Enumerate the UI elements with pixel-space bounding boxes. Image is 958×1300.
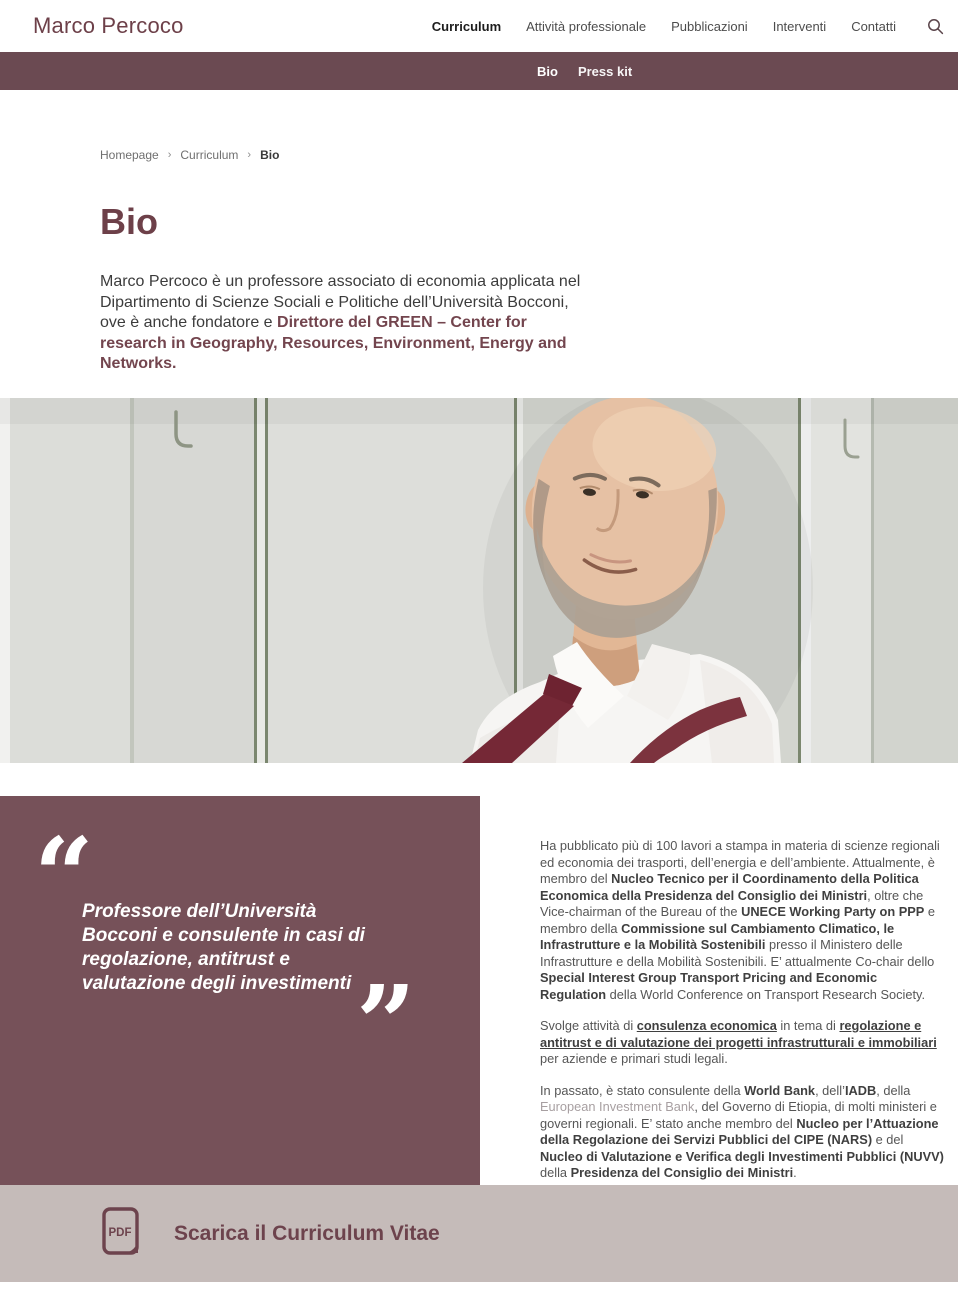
main-nav	[432, 18, 944, 35]
section-subnav	[0, 52, 958, 90]
breadcrumb-homepage[interactable]: Homepage	[100, 148, 159, 162]
text-segment: UNECE Working Party on PPP	[741, 904, 925, 919]
download-cv-button[interactable]	[0, 1185, 958, 1282]
text-segment: World Bank	[744, 1082, 816, 1098]
nav-item-pubblicazioni[interactable]: Pubblicazioni	[671, 18, 748, 34]
text-link[interactable]: European Investment Bank	[540, 1099, 695, 1114]
breadcrumb-current-bio: Bio	[260, 148, 280, 162]
breadcrumb-curriculum[interactable]: Curriculum	[180, 148, 239, 162]
text-segment: IADB	[844, 1082, 877, 1098]
svg-text:PDF: PDF	[108, 1226, 132, 1239]
chevron-right-icon: ›	[167, 149, 172, 161]
intro-paragraph	[100, 272, 587, 375]
text-segment: Nucleo Tecnico per il Coordinamento della Politica Economica della Presidenza del Consiglio dei Ministri	[540, 871, 919, 903]
bottom-spacer	[0, 1282, 958, 1300]
site-header	[0, 0, 958, 52]
text-segment: Nucleo per l’Attuazione della Regolazione dei Servizi Pubblici del CIPE (NARS)	[540, 1115, 939, 1147]
text-segment: Svolge attività di	[540, 1018, 637, 1033]
download-cv-label: Scarica il Curriculum Vitae	[174, 1221, 440, 1245]
text-segment: .	[793, 1165, 797, 1180]
text-segment: Special Interest Group Transport Pricing and Economic Regulation	[540, 970, 878, 1002]
portrait-illustration	[0, 398, 958, 763]
text-segment: presso il Ministero delle Infrastrutture e della Mobilità Sostenibili. E’ attualmente Co-chair dello	[540, 937, 935, 969]
nav-item-interventi[interactable]: Interventi	[772, 18, 827, 34]
site-logo[interactable]: Marco Percoco	[33, 13, 184, 38]
close-quote-icon: ”	[356, 962, 416, 1085]
quote-block	[0, 796, 480, 1185]
text-segment: Commissione sul Cambiamento Climatico, le Infrastrutture e la Mobilità Sostenibili	[540, 920, 895, 952]
search-icon[interactable]	[927, 18, 944, 35]
bio-paragraph	[540, 838, 946, 1003]
chevron-right-icon: ›	[247, 149, 252, 161]
text-segment: Marco Percoco è un professore associato di economia applicata nel Dipartimento di Scienze Sociali e Politiche dell’Università Bocconi, ove è anche fondatore e	[100, 273, 581, 331]
text-link[interactable]: consulenza economica	[636, 1018, 777, 1033]
text-segment: , dell’	[815, 1082, 845, 1098]
text-segment: , del Governo di Etiopia, di molti ministeri e governi regionali. E’ stato anche membro del	[540, 1099, 937, 1131]
nav-item-attivita-professionale[interactable]: Attività professionale	[526, 18, 647, 34]
panel-background	[0, 398, 958, 763]
text-segment: Ha pubblicato più di 100 lavori a stampa in materia di scienze regionali ed economia dei trasporti, dell’energia e dell’ambiente. Attualmente, è membro del	[540, 838, 940, 886]
quote-text: Professore dell’Università Bocconi e consulente in casi di regolazione, antitrust e valutazione degli investimenti	[82, 901, 365, 994]
text-segment: della	[540, 1165, 571, 1180]
page-title: Bio	[100, 201, 158, 242]
bio-content	[540, 796, 946, 1185]
nav-item-contatti[interactable]: Contatti	[851, 18, 896, 34]
text-segment: Presidenza del Consiglio dei Ministri	[570, 1165, 794, 1180]
text-segment: della World Conference on Transport Research Society.	[606, 986, 926, 1002]
subnav-item-bio[interactable]: Bio	[537, 63, 558, 79]
text-segment: e del	[872, 1132, 904, 1147]
text-segment: Nucleo di Valutazione e Verifica degli Investimenti Pubblici (NUVV)	[540, 1148, 944, 1164]
text-segment: in tema di	[776, 1018, 840, 1033]
nav-item-curriculum[interactable]: Curriculum	[431, 18, 502, 34]
pdf-icon	[100, 1206, 146, 1262]
text-segment: In passato, è stato consulente della	[540, 1082, 745, 1098]
quote-and-bio-section	[0, 796, 958, 1185]
text-segment: , della	[876, 1082, 911, 1098]
portrait-photo	[0, 398, 958, 763]
bio-paragraph	[540, 1018, 946, 1068]
open-quote-icon: “	[34, 814, 94, 937]
text-segment: e membro della	[540, 904, 935, 936]
text-segment: per aziende e primari studi legali.	[540, 1051, 728, 1066]
bio-paragraph	[540, 1083, 946, 1182]
subnav-item-press-kit[interactable]: Press kit	[577, 63, 633, 79]
breadcrumb	[100, 90, 958, 162]
text-link[interactable]: Direttore del GREEN – Center for research in Geography, Resources, Environment, Energy and Networks.	[100, 314, 567, 372]
text-link[interactable]: regolazione e antitrust e di valutazione dei progetti infrastrutturali e immobiliari	[540, 1018, 937, 1050]
text-segment: , oltre che Vice-chairman of the Bureau of the	[540, 887, 924, 919]
hero-section	[0, 90, 958, 380]
